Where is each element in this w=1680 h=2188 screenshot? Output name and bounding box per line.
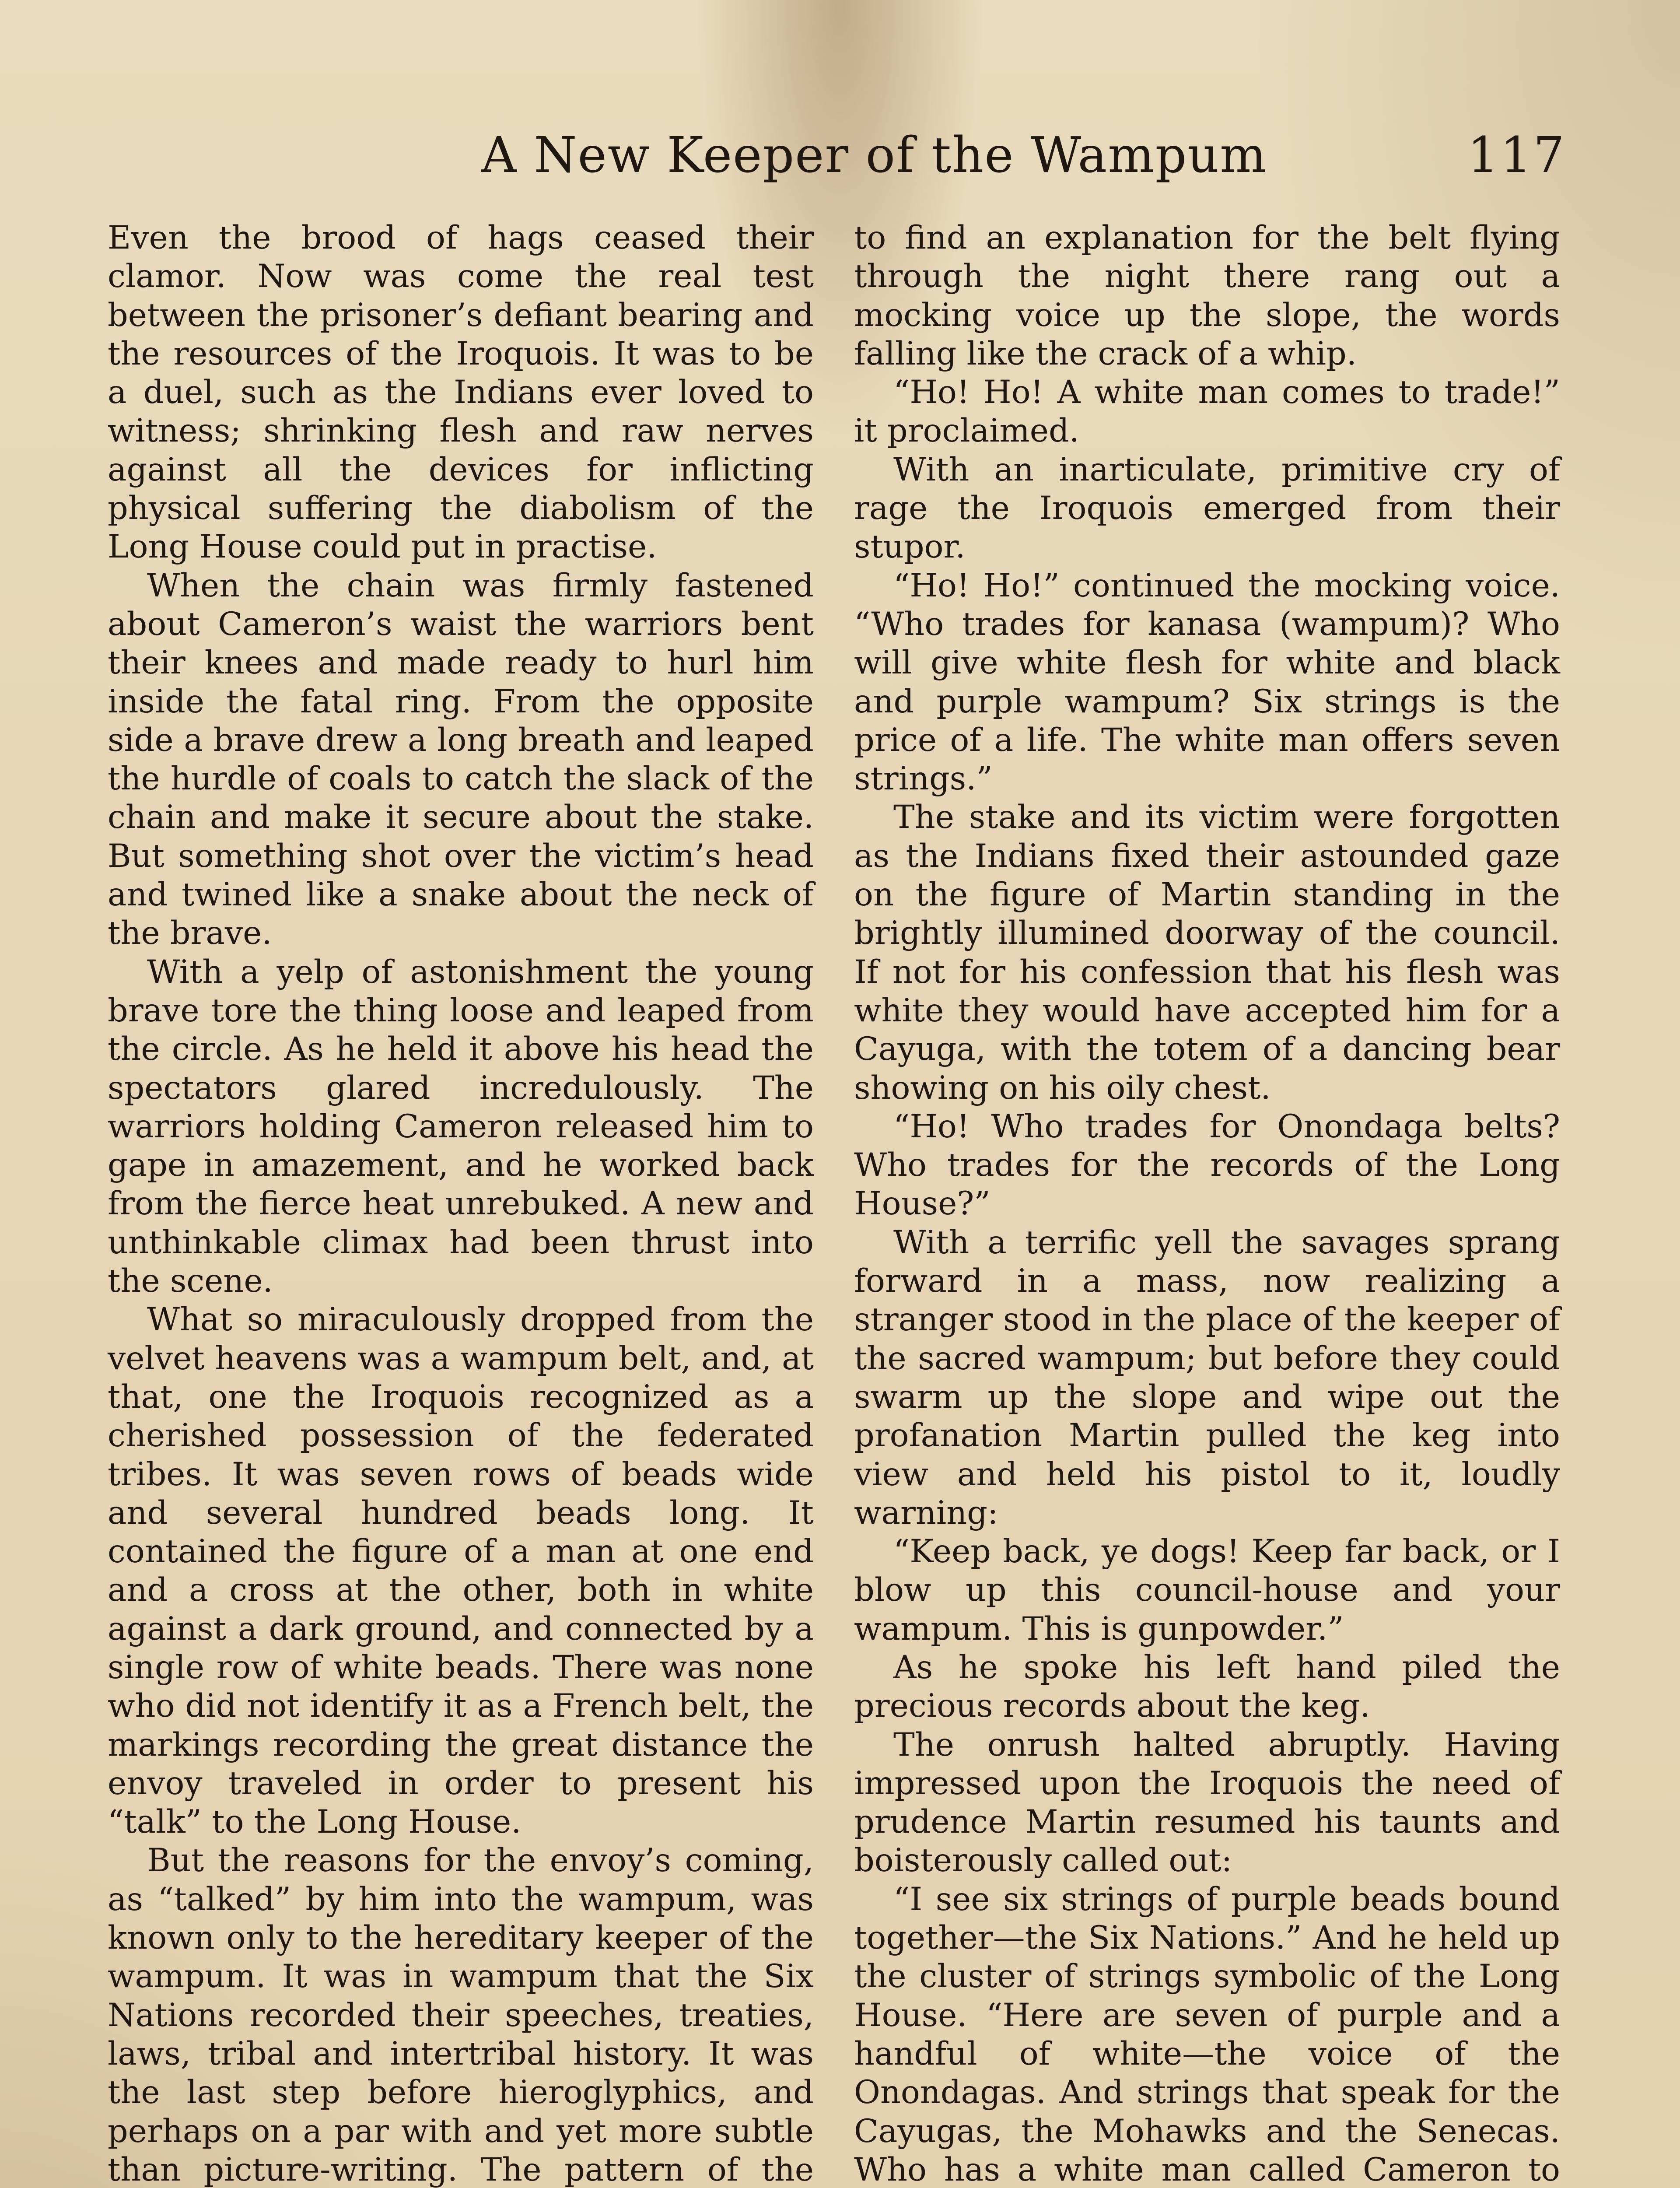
paragraph: When the chain was firmly fastened about Cameron’s waist the warriors bent their knees and made ready to hurl him inside the fatal ring. From the opposite side a brave drew a long breath and leaped the hurdle of coals to catch the slack of the chain and make it secure about the stake. But something shot over the victim’s head and twined like a snake about the neck of the brave.	[108, 567, 814, 952]
paragraph: “Ho! Ho!” continued the mocking voice. “Who trades for kanasa (wampum)? Who will give white flesh for white and black and purple wampum? Six strings is the price of a life. The white man offers seven strings.”	[854, 567, 1560, 798]
paragraph: What so miraculously dropped from the velvet heavens was a wampum belt, and, at that, one the Iroquois recognized as a cherished possession of the federated tribes. It was seven rows of beads wide and several hundred beads long. It contained the figure of a man at one end and a cross at the other, both in white against a dark ground, and connected by a single row of white beads. There was none who did not identify it as a French belt, the markings recording the great distance the envoy traveled in order to present his “talk” to the Long House.	[108, 1301, 814, 1841]
paragraph: “Ho! Ho! A white man comes to trade!” it proclaimed.	[854, 374, 1560, 450]
left-column	[108, 219, 814, 2188]
paragraph: The onrush halted abruptly. Having impressed upon the Iroquois the need of prudence Martin resumed his taunts and boisterously called out:	[854, 1726, 1560, 1879]
right-column	[854, 219, 1560, 2188]
paragraph: But the reasons for the envoy’s coming, as “talked” by him into the wampum, was known only to the hereditary keeper of the wampum. It was in wampum that the Six Nations recorded their speeches, treaties, laws, tribal and intertribal history. It was the last step before hieroglyphics, and perhaps on a par with and yet more subtle than picture-writing. The pattern of the	[108, 1842, 814, 2188]
paragraph: Even the brood of hags ceased their clamor. Now was come the real test between the prisoner’s defiant bearing and the resources of the Iroquois. It was to be a duel, such as the Indians ever loved to witness; shrinking flesh and raw nerves against all the devices for inflicting physical suffering the diabolism of the Long House could put in practise.	[108, 219, 814, 566]
paragraph: to find an explanation for the belt flying through the night there rang out a mocking voice up the slope, the words falling like the crack of a whip.	[854, 219, 1560, 372]
paragraph: “Keep back, ye dogs! Keep far back, or I blow up this council-house and your wampum. This is gunpowder.”	[854, 1533, 1560, 1648]
paragraph: With an inarticulate, primitive cry of rage the Iroquois emerged from their stupor.	[854, 451, 1560, 566]
paragraph: With a terrific yell the savages sprang forward in a mass, now realizing a stranger stood in the place of the keeper of the sacred wampum; but before they could swarm up the slope and wipe out the profanation Martin pulled the keg into view and held his pistol to it, loudly warning:	[854, 1224, 1560, 1532]
paragraph: “Ho! Who trades for Onondaga belts? Who trades for the records of the Long House?”	[854, 1108, 1560, 1223]
paragraph: With a yelp of astonishment the young brave tore the thing loose and leaped from the circle. As he held it above his head the spectators glared incredulously. The warriors holding Cameron released him to gape in amazement, and he worked back from the fierce heat unrebuked. A new and unthinkable climax had been thrust into the scene.	[108, 953, 814, 1300]
page-number: 117	[1467, 127, 1566, 184]
paragraph: The stake and its victim were forgotten as the Indians fixed their astounded gaze on the figure of Martin standing in the brightly illumined doorway of the council. If not for his confession that his flesh was white they would have accepted him for a Cayuga, with the totem of a dancing bear showing on his oily chest.	[854, 799, 1560, 1107]
page-header	[105, 123, 1566, 188]
paragraph: “I see six strings of purple beads bound together—the Six Nations.” And he held up the cluster of strings symbolic of the Long House. “Here are seven of purple and a handful of white—the voice of the Onondagas. And strings that speak for the Cayugas, the Mohawks and the Senecas. Who has a white man called Cameron to	[854, 1880, 1560, 2188]
running-head-title: A New Keeper of the Wampum	[481, 127, 1267, 184]
paragraph: As he spoke his left hand piled the precious records about the keg.	[854, 1648, 1560, 1725]
